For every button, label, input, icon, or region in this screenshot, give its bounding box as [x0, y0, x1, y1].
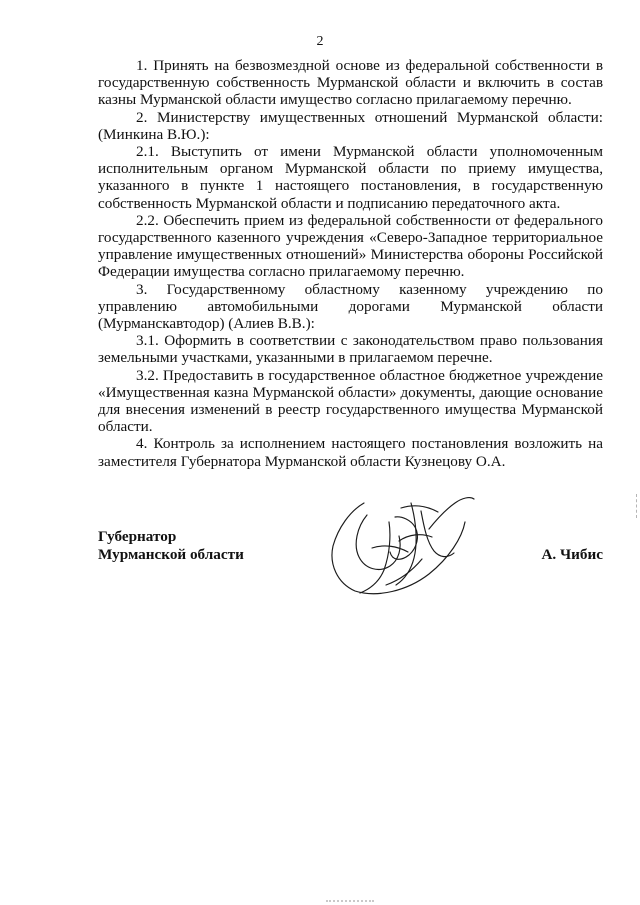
page-number: 2: [316, 34, 324, 49]
document-body: [98, 57, 603, 470]
signer-title-line-1: Губернатор: [98, 528, 177, 545]
margin-mark: [636, 494, 638, 518]
paragraph-1: 1. Принять на безвозмездной основе из федеральной собственности в государственную собственность Мурманской области и включить в состав казны Мурманской области имущество согласно прилагаемому перечню.: [98, 57, 603, 109]
paragraph-2-1: 2.1. Выступить от имени Мурманской области уполномоченным исполнительным органом Мурманской области по приему имущества, указанного в пункте 1 настоящего постановления, в государственную собственность Мурманской области и подписанию передаточного акта.: [98, 143, 603, 212]
handwritten-signature: [328, 494, 478, 598]
signature-block: [98, 528, 603, 618]
paragraph-3-2: 3.2. Предоставить в государственное областное бюджетное учреждение «Имущественная казна Мурманской области» документы, дающие основание для внесения изменений в реестр государственного имущества Мурманской области.: [98, 366, 603, 436]
paragraph-2-2: 2.2. Обеспечить прием из федеральной собственности от федерального государственного казенного учреждения «Северо-Западное территориальное управление имущественных отношений» Министерства обороны Российской Федерации имущества согласно прилагаемому перечню.: [98, 211, 603, 281]
paragraph-3: 3. Государственному областному казенному учреждению по управлению автомобильными дорогами Мурманской области (Мурманскавтодор) (Алиев В.В.):: [98, 280, 603, 333]
paragraph-3-1: 3.1. Оформить в соответствии с законодательством право пользования земельными участками, указанными в прилагаемом перечне.: [98, 332, 603, 367]
bottom-mark: [326, 900, 374, 905]
signer-title-line-2: Мурманской области: [98, 545, 244, 563]
signer-title: [98, 528, 244, 563]
paragraph-2: 2. Министерству имущественных отношений Мурманской области: (Минкина В.Ю.):: [98, 108, 603, 143]
signer-name: А. Чибис: [541, 546, 603, 563]
paragraph-4: 4. Контроль за исполнением настоящего постановления возложить на заместителя Губернатора Мурманской области Кузнецову О.А.: [98, 435, 603, 470]
